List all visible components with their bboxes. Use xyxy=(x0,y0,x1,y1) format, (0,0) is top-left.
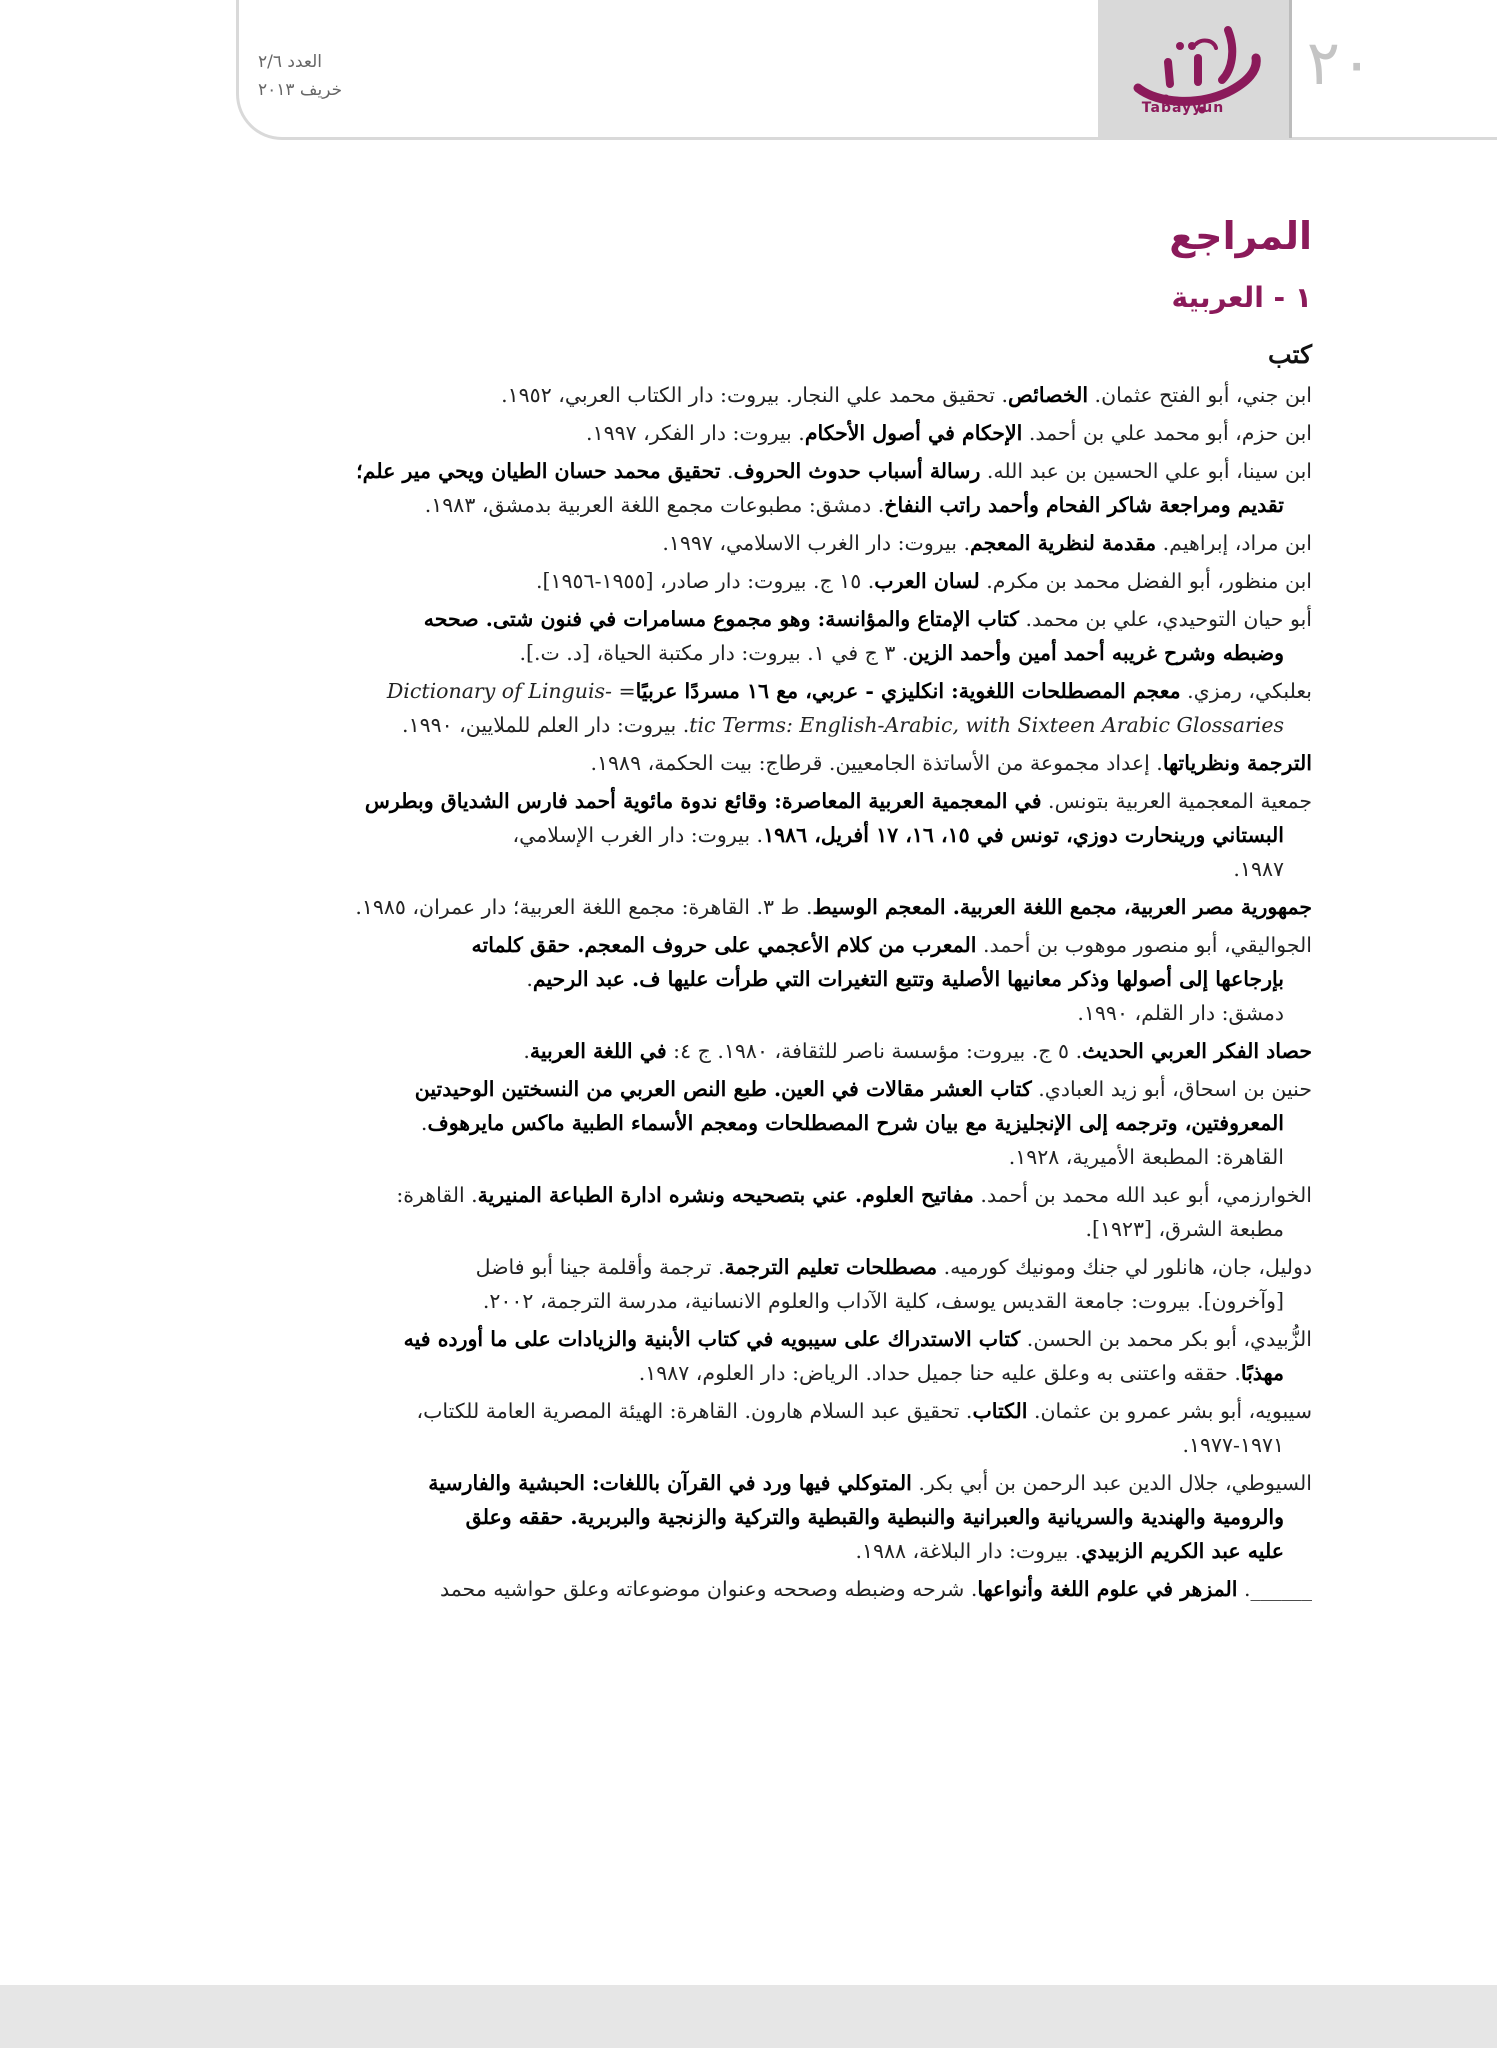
reference-line xyxy=(272,564,1312,598)
logo-latin-text: Tabayyun xyxy=(1141,100,1225,116)
reference-line xyxy=(272,1322,1312,1356)
reference-line xyxy=(272,378,1312,412)
reference-line xyxy=(272,890,1312,924)
reference-title: جمهورية مصر العربية، مجمع اللغة العربية. xyxy=(945,895,1312,919)
reference-title: في اللغة العربية xyxy=(529,1039,667,1063)
reference-entry xyxy=(272,784,1312,886)
reference-text: . بيروت: دار الفكر، ١٩٩٧. xyxy=(586,421,805,445)
reference-text: ابن منظور، أبو الفضل محمد بن مكرم. xyxy=(979,569,1312,593)
reference-entry xyxy=(272,1034,1312,1068)
reference-title: الكتاب xyxy=(972,1399,1028,1423)
reference-title: في المعجمية العربية المعاصرة: وقائع ندوة مائوية أحمد فارس الشدياق وبطرس xyxy=(364,789,1042,813)
header-divider xyxy=(1289,0,1292,138)
references-list xyxy=(272,378,1312,1610)
reference-text: . شرحه وضبطه وصححه وعنوان موضوعاته وعلق حواشيه محمد xyxy=(439,1577,978,1601)
reference-title: الخصائص xyxy=(1008,383,1089,407)
reference-text: الخوارزمي، أبو عبد الله محمد بن أحمد. xyxy=(973,1183,1312,1207)
reference-text: ١٩٧١-١٩٧٧. xyxy=(1182,1433,1284,1457)
reference-text: . ١٥ ج. بيروت: دار صادر، [١٩٥٥-١٩٥٦]. xyxy=(536,569,875,593)
reference-text: tic Terms: English-Arabic, with Sixteen Arabic Glossaries xyxy=(689,713,1284,737)
reference-text: . بيروت: دار الغرب الاسلامي، ١٩٩٧. xyxy=(662,531,970,555)
tabayyun-logo-icon xyxy=(1098,0,1289,138)
reference-text: ابن سينا، أبو علي الحسين بن عبد الله. xyxy=(980,459,1312,483)
reference-text: ابن حزم، أبو محمد علي بن أحمد. xyxy=(1022,421,1312,445)
reference-line xyxy=(272,708,1312,742)
reference-text: . ٥ ج. بيروت: مؤسسة ناصر للثقافة، ١٩٨٠. ج ٤: xyxy=(666,1039,1083,1063)
reference-text: حنين بن اسحاق، أبو زيد العبادي. xyxy=(1031,1077,1312,1101)
reference-text: ١٩٨٧. xyxy=(1233,857,1284,881)
reference-line xyxy=(272,416,1312,450)
reference-entry xyxy=(272,1178,1312,1246)
reference-line xyxy=(272,1466,1312,1500)
reference-title: عليه عبد الكريم الزبيدي xyxy=(1081,1539,1284,1563)
reference-line xyxy=(272,602,1312,636)
reference-title: البستاني ورينحارت دوزي، تونس في ١٥، ١٦، ١٧ أفريل، ١٩٨٦ xyxy=(763,823,1284,847)
reference-text: السيوطي، جلال الدين عبد الرحمن بن أبي بكر. xyxy=(911,1471,1312,1495)
reference-line xyxy=(272,674,1312,708)
reference-text: . بيروت: دار الغرب الإسلامي، xyxy=(512,823,764,847)
reference-text: القاهرة: المطبعة الأميرية، ١٩٢٨. xyxy=(1008,1145,1284,1169)
reference-line xyxy=(272,1250,1312,1284)
reference-title: كتاب العشر مقالات في العين. طبع النص العربي من النسختين الوحيدتين xyxy=(414,1077,1032,1101)
reference-title: مفاتيح العلوم. عني بتصحيحه ونشره ادارة الطباعة المنيرية xyxy=(477,1183,974,1207)
reference-text: . ط ٣. القاهرة: مجمع اللغة العربية؛ دار عمران، ١٩٨٥. xyxy=(355,895,813,919)
reference-title: المعرب من كلام الأعجمي على حروف المعجم. حقق كلماته xyxy=(471,933,977,957)
reference-line xyxy=(272,1178,1312,1212)
reference-line xyxy=(272,996,1312,1030)
reference-entry xyxy=(272,674,1312,742)
reference-title: مقدمة لنظرية المعجم xyxy=(969,531,1157,555)
reference-text: أبو حيان التوحيدي، علي بن محمد. xyxy=(1018,607,1312,631)
issue-label: العدد ٢/٦ xyxy=(258,52,323,72)
reference-title: الإحكام في أصول الأحكام xyxy=(804,421,1023,445)
reference-text: . xyxy=(720,459,734,483)
reference-text: = xyxy=(611,679,636,703)
issue-info xyxy=(258,48,458,104)
reference-entry xyxy=(272,378,1312,412)
reference-title: بإرجاعها إلى أصولها وذكر معانيها الأصلية وتتبع التغيرات التي طرأت عليها ف. عبد الرحيم xyxy=(532,967,1284,991)
reference-text: مطبعة الشرق، [١٩٢٣]. xyxy=(1085,1217,1284,1241)
reference-text: . تحقيق عبد السلام هارون. القاهرة: الهيئة المصرية العامة للكتاب، xyxy=(416,1399,973,1423)
reference-entry xyxy=(272,890,1312,924)
subheading-books: كتب xyxy=(1268,340,1312,369)
reference-text: . بيروت: دار البلاغة، ١٩٨٨. xyxy=(855,1539,1082,1563)
reference-title: المعروفتين، وترجمه إلى الإنجليزية مع بيان شرح المصطلحات ومعجم الأسماء الطبية ماكس مايرهوف xyxy=(427,1111,1284,1135)
reference-title: كتاب الاستدراك على سيبويه في كتاب الأبنية والزيادات على ما أورده فيه xyxy=(403,1327,1021,1351)
reference-line xyxy=(272,1106,1312,1140)
reference-text: ابن جني، أبو الفتح عثمان. xyxy=(1088,383,1312,407)
reference-line xyxy=(272,962,1312,996)
reference-text: دوليل، جان، هانلور لي جنك ومونيك كورميه. xyxy=(937,1255,1312,1279)
page-number: ٢٠ xyxy=(1306,26,1374,99)
reference-title: مصطلحات تعليم الترجمة xyxy=(724,1255,938,1279)
reference-line xyxy=(272,1428,1312,1462)
reference-title: حصاد الفكر العربي الحديث xyxy=(1082,1039,1312,1063)
reference-title: تحقيق محمد حسان الطيان ويحي مير علم؛ xyxy=(356,459,721,483)
reference-title: الترجمة ونظرياتها xyxy=(1162,751,1312,775)
reference-entry xyxy=(272,526,1312,560)
reference-line xyxy=(272,1572,1312,1606)
reference-title: المعجم الوسيط xyxy=(812,895,946,919)
reference-text: . القاهرة: xyxy=(396,1183,478,1207)
reference-text: . دمشق: مطبوعات مجمع اللغة العربية بدمشق، ١٩٨٣. xyxy=(424,493,885,517)
reference-text: سيبويه، أبو بشر عمرو بن عثمان. xyxy=(1027,1399,1312,1423)
reference-line xyxy=(272,784,1312,818)
reference-line xyxy=(272,526,1312,560)
reference-text: بعلبكي، رمزي. xyxy=(1180,679,1312,703)
reference-title: مهذبًا xyxy=(1240,1361,1284,1385)
reference-line xyxy=(272,746,1312,780)
reference-line xyxy=(272,1284,1312,1318)
reference-text: الجواليقي، أبو منصور موهوب بن أحمد. xyxy=(976,933,1312,957)
reference-line xyxy=(272,454,1312,488)
reference-line xyxy=(272,1500,1312,1534)
reference-line xyxy=(272,1356,1312,1390)
reference-text: . بيروت: دار العلم للملايين، ١٩٩٠. xyxy=(402,713,690,737)
reference-entry xyxy=(272,1466,1312,1568)
page-title: المراجع xyxy=(1169,214,1312,258)
reference-text: ______. xyxy=(1237,1577,1312,1601)
reference-title: تقديم ومراجعة شاكر الفحام وأحمد راتب النفاخ xyxy=(884,493,1284,517)
reference-entry xyxy=(272,746,1312,780)
reference-line xyxy=(272,1534,1312,1568)
reference-text: . إعداد مجموعة من الأساتذة الجامعيين. قرطاج: بيت الحكمة، ١٩٨٩. xyxy=(590,751,1163,775)
reference-line xyxy=(272,818,1312,852)
reference-entry xyxy=(272,1394,1312,1462)
reference-text: . حققه واعتنى به وعلق عليه حنا جميل حداد. الرياض: دار العلوم، ١٩٨٧. xyxy=(638,1361,1241,1385)
reference-text: . xyxy=(420,1111,428,1135)
reference-text: الزُّبيدي، أبو بكر محمد بن الحسن. xyxy=(1020,1327,1312,1351)
reference-title: والرومية والهندية والسريانية والعبرانية والنبطية والقبطية والتركية والزنجية والبربرية. حققه وعلق xyxy=(465,1505,1284,1529)
reference-line xyxy=(272,1212,1312,1246)
reference-entry xyxy=(272,416,1312,450)
reference-text: جمعية المعجمية العربية بتونس. xyxy=(1041,789,1312,813)
season-label: خريف ٢٠١٣ xyxy=(258,80,343,100)
reference-entry xyxy=(272,928,1312,1030)
reference-text: ابن مراد، إبراهيم. xyxy=(1156,531,1312,555)
reference-text: دمشق: دار القلم، ١٩٩٠. xyxy=(1077,1001,1284,1025)
reference-line xyxy=(272,1140,1312,1174)
section-title: ١ - العربية xyxy=(1171,281,1312,314)
reference-line xyxy=(272,852,1312,886)
footer-band xyxy=(0,1985,1497,2048)
reference-title: رسالة أسباب حدوث الحروف xyxy=(733,459,981,483)
reference-line xyxy=(272,1072,1312,1106)
reference-title: وضبطه وشرح غريبه أحمد أمين وأحمد الزين xyxy=(908,641,1284,665)
reference-text: . xyxy=(526,967,533,991)
reference-text: . تحقيق محمد علي النجار. بيروت: دار الكتاب العربي، ١٩٥٢. xyxy=(501,383,1008,407)
reference-text: Dictionary of Linguis- xyxy=(386,679,612,703)
reference-entry xyxy=(272,1072,1312,1174)
reference-entry xyxy=(272,1250,1312,1318)
reference-line xyxy=(272,636,1312,670)
reference-line xyxy=(272,1394,1312,1428)
reference-line xyxy=(272,1034,1312,1068)
reference-entry xyxy=(272,454,1312,522)
reference-title: لسان العرب xyxy=(874,569,980,593)
reference-entry xyxy=(272,564,1312,598)
reference-title: كتاب الإمتاع والمؤانسة: وهو مجموع مسامرات في فنون شتى. صححه xyxy=(423,607,1019,631)
reference-entry xyxy=(272,1322,1312,1390)
reference-title: معجم المصطلحات اللغوية: انكليزي - عربي، مع ١٦ مسردًا عربيًا xyxy=(635,679,1181,703)
reference-title: المزهر في علوم اللغة وأنواعها xyxy=(977,1577,1238,1601)
reference-title: المتوكلي فيها ورد في القرآن باللغات: الحبشية والفارسية xyxy=(428,1471,912,1495)
reference-text: [وآخرون]. بيروت: جامعة القديس يوسف، كلية الآداب والعلوم الانسانية، مدرسة الترجمة، ٢٠٠٢. xyxy=(482,1289,1284,1313)
reference-line xyxy=(272,928,1312,962)
reference-text: . ٣ ج في ١. بيروت: دار مكتبة الحياة، [د. ت.]. xyxy=(519,641,909,665)
reference-entry xyxy=(272,602,1312,670)
reference-entry xyxy=(272,1572,1312,1606)
reference-text: . xyxy=(523,1039,530,1063)
reference-text: . ترجمة وأقلمة جينا أبو فاضل xyxy=(475,1255,725,1279)
reference-line xyxy=(272,488,1312,522)
page-header xyxy=(0,0,1497,142)
